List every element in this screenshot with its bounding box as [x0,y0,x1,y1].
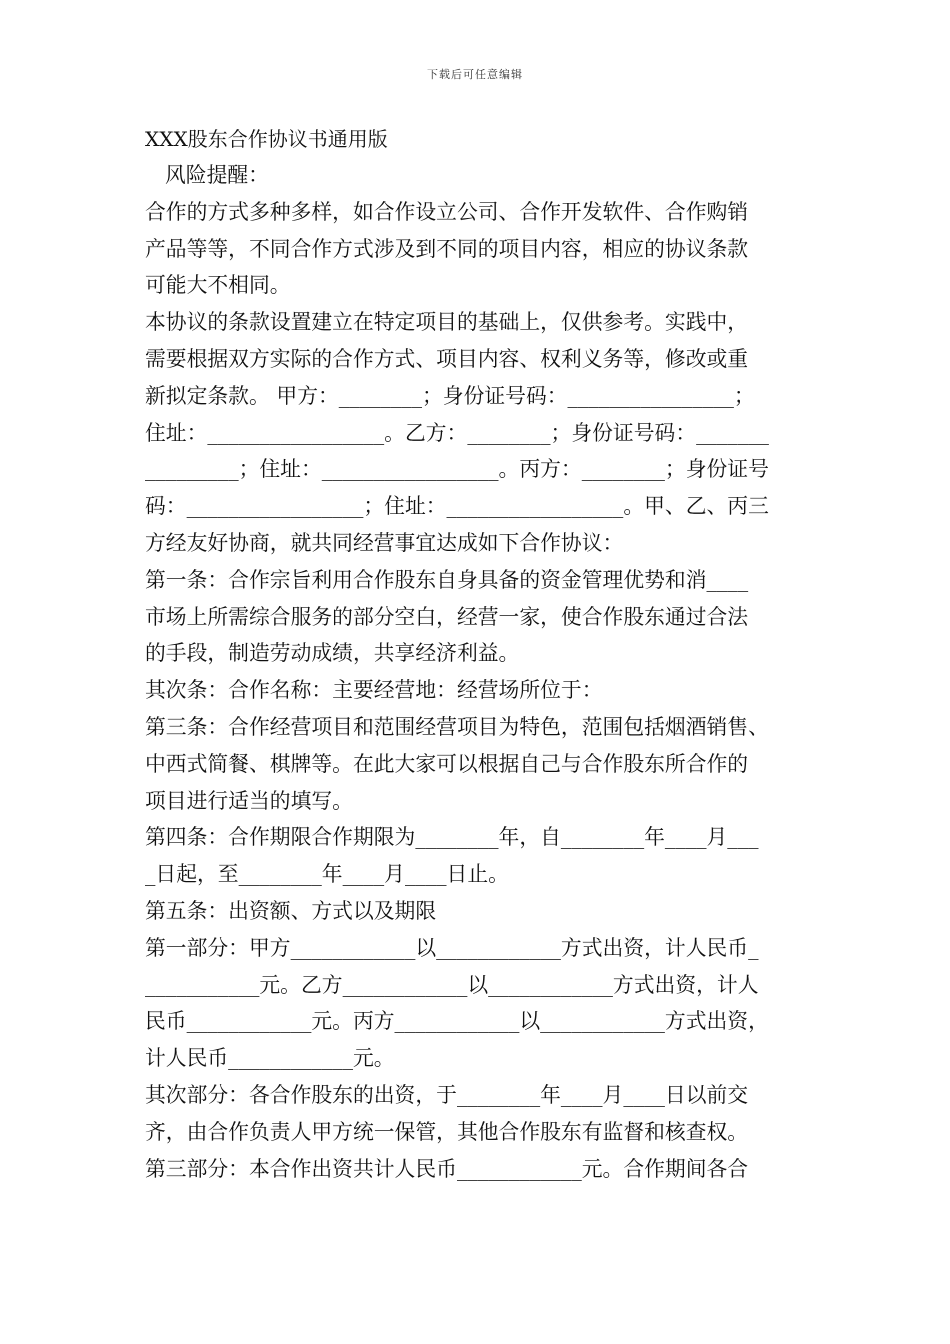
document-body [145,157,825,1187]
text-line: 第五条：出资额、方式以及期限 [145,898,437,923]
document-title: XXX股东合作协议书通用版 [145,127,388,151]
text-line: 本协议的条款设置建立在特定项目的基础上，仅供参考。实践中， [145,310,749,335]
text-line: 其次部分：各合作股东的出资，于________年____月____日以前交 [145,1082,749,1107]
text-line: 住址：_________________。乙方：________；身份证号码：_______ [145,420,769,445]
text-line: 可能大不相同。 [145,273,291,298]
text-line: 第三条：合作经营项目和范围经营项目为特色，范围包括烟酒销售、 [145,714,769,739]
text-line: _________；住址：_________________。丙方：________；身份证号 [145,457,769,482]
text-line: 中西式简餐、棋牌等。在此大家可以根据自己与合作股东所合作的 [145,751,749,776]
text-line: 民币____________元。丙方____________以____________方式出资， [145,1009,769,1034]
text-line: 第三部分：本合作出资共计人民币____________元。合作期间各合 [145,1156,749,1181]
text-line: 产品等等，不同合作方式涉及到不同的项目内容，相应的协议条款 [145,236,749,261]
page-header: 下载后可任意编辑 [427,68,523,81]
text-line: 第一条：合作宗旨利用合作股东自身具备的资金管理优势和消____ [145,567,749,592]
text-line: 合作的方式多种多样，如合作设立公司、合作开发软件、合作购销 [145,199,749,224]
text-line: 其次条：合作名称：主要经营地：经营场所位于： [145,678,603,703]
text-line: _日起，至________年____月____日止。 [145,862,509,887]
text-line: 齐，由合作负责人甲方统一保管，其他合作股东有监督和核查权。 [145,1119,749,1144]
text-line: 码：_________________；住址：_________________。甲、乙、丙三 [145,494,769,519]
text-line: 第一部分：甲方____________以____________方式出资，计人民币_ [145,935,759,960]
text-line: 第四条：合作期限合作期限为________年，自________年____月___ [145,825,759,850]
text-line: 计人民币____________元。 [145,1046,395,1071]
text-line: 风险提醒： [165,163,269,187]
text-line: ___________元。乙方____________以____________方式出资，计人 [145,972,759,997]
text-line: 新拟定条款。 甲方：________；身份证号码：________________； [145,383,755,408]
text-line: 市场上所需综合服务的部分空白，经营一家，使合作股东通过合法 [145,604,749,629]
text-line: 需要根据双方实际的合作方式、项目内容、权利义务等，修改或重 [145,346,749,371]
text-line: 的手段，制造劳动成绩，共享经济利益。 [145,641,520,666]
text-line: 项目进行适当的填写。 [145,788,353,813]
text-line: 方经友好协商，就共同经营事宜达成如下合作协议： [145,530,624,555]
